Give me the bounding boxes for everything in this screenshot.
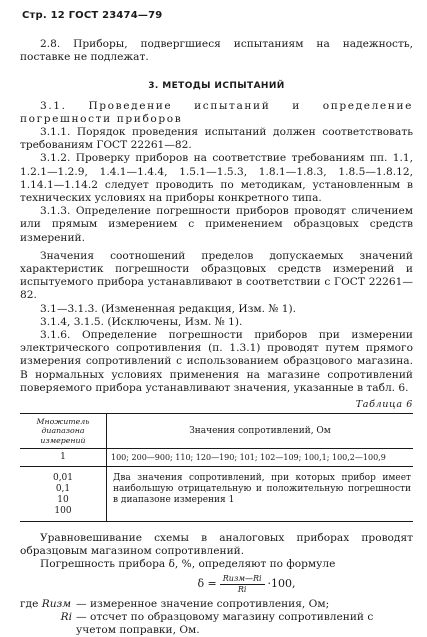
table-row — [20, 466, 413, 521]
paragraph-3-1-6: 3.1.6. Определение погрешности приборов при измерении электрического сопротивления (п. 1.3.1) проводят путем прямого измерения сопротивлений с использованием образцового магазина. В нормальных условиях применения на магазине сопротивлений поверяемого прибора устанавливают значения, указанные в табл. 6. — [20, 329, 413, 394]
table-6 — [20, 413, 413, 522]
definition-label — [20, 598, 76, 611]
definition-ri — [20, 611, 413, 637]
symbol-ri: Ri — [60, 610, 72, 623]
paragraph-amendment-excluded: 3.1.4, 3.1.5. (Исключены, Изм. № 1). — [40, 315, 243, 328]
multiplier-value: 0,01 — [52, 472, 74, 483]
paragraph-amendment-changed: 3.1—3.1.3. (Измененная редакция, Изм. № 1). — [40, 302, 297, 315]
paragraph-2-8: 2.8. Приборы, подвергшиеся испытаниям на надежность, поставке не подлежат. — [20, 38, 413, 64]
section-title: 3. МЕТОДЫ ИСПЫТАНИЙ — [148, 81, 285, 92]
definition-text: — отсчет по образцовому магазину сопротивлений с учетом поправки, Ом. — [76, 610, 374, 636]
table-header-values: Значения сопротивлений, Ом — [107, 414, 414, 449]
table-cell-values: Два значения сопротивлений, при которых прибор имеет наибольшую отрицательную и положительную погрешности в диапазоне измерения 1 — [107, 466, 414, 521]
definition-r-measured — [20, 598, 413, 611]
formula-fraction — [220, 574, 265, 595]
definition-text: — измеренное значение сопротивления, Ом; — [76, 597, 330, 610]
formula-tail: ·100, — [267, 577, 296, 591]
paragraph-3-1-1: 3.1.1. Порядок проведения испытаний должен соответствовать требованиям ГОСТ 22261—82. — [20, 126, 413, 152]
definition-where: где — [20, 597, 39, 610]
table-header-multiplier: Множитель диапазона измерений — [20, 414, 107, 449]
table-row — [20, 448, 413, 466]
table-caption: Таблица 6 — [355, 399, 413, 411]
table-cell-multiplier-list — [20, 466, 107, 521]
table-cell-values: 100; 200—900; 110; 120—190; 101; 102—109; 100,1; 100,2—100,9 — [107, 448, 414, 466]
page-header: Стр. 12 ГОСТ 23474—79 — [22, 10, 163, 21]
formula-numerator: Rизм—Ri — [220, 574, 265, 585]
page-content — [20, 38, 413, 637]
paragraph-3-1-2: 3.1.2. Проверку приборов на соответствие требованиям пп. 1.1, 1.2.1—1.2.9, 1.4.1—1.4.4, 1.5.1—1.5.3, 1.8.1—1.8.3, 1.8.5—1.8.12, 1.14.1—1.14.2 следует проводить по методикам, установленным в технических условиях на приборы конкретного типа. — [20, 152, 413, 205]
symbol-r-measured: Rизм — [41, 597, 72, 610]
formula-lhs: δ = — [197, 577, 217, 591]
multiplier-value: 0,1 — [55, 483, 71, 494]
table-cell-multiplier: 1 — [20, 448, 107, 466]
paragraph-values: Значения соотношений пределов допускаемых значений характеристик погрешности образцовых средств измерений и испытуемого прибора устанавливают в соответствии с ГОСТ 22261—82. — [20, 249, 413, 302]
formula-denominator: Ri — [237, 584, 247, 594]
paragraph-3-1-title: 3.1. Проведение испытаний и определение погрешности приборов — [20, 99, 413, 125]
error-formula — [80, 574, 413, 595]
paragraph-error-formula-intro: Погрешность прибора δ, %, определяют по формуле — [40, 558, 336, 571]
paragraph-3-1-3: 3.1.3. Определение погрешности приборов проводят сличением или прямым измерением с применением образцовых средств измерений. — [20, 205, 413, 244]
paragraph-balance: Уравновешивание схемы в аналоговых приборах проводят образцовым магазином сопротивлений. — [20, 531, 413, 558]
definition-label — [20, 611, 76, 637]
table-header-row — [20, 414, 413, 449]
multiplier-value: 100 — [54, 505, 72, 516]
multiplier-value: 10 — [57, 494, 69, 505]
